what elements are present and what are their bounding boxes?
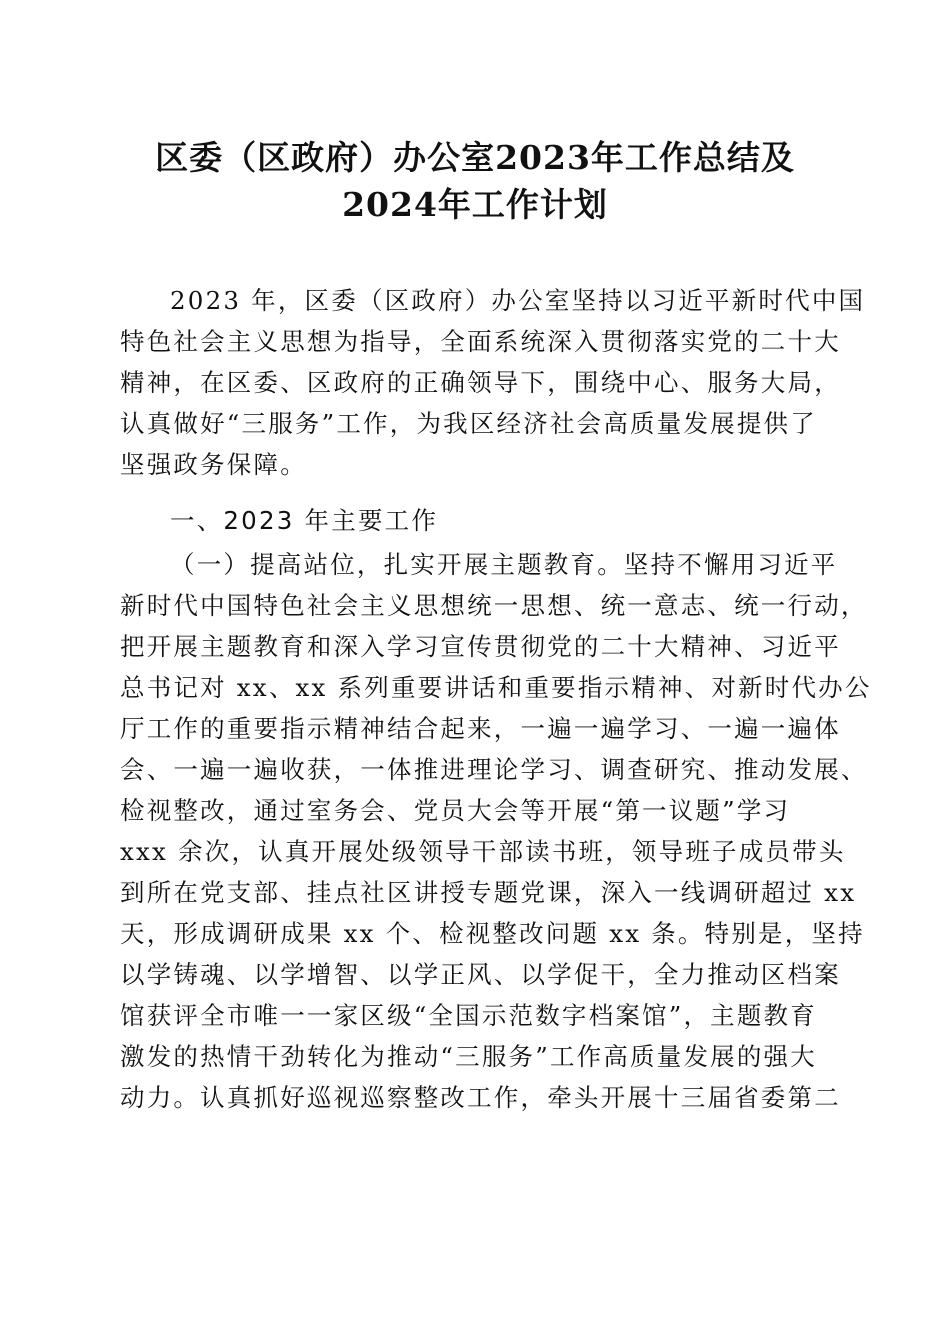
body-paragraph-line: 新时代中国特色社会主义思想统一思想、统一意志、统一行动，	[120, 591, 868, 620]
body-paragraph-line: 以学铸魂、以学增智、以学正风、以学促干，全力推动区档案	[120, 960, 841, 989]
body-paragraph-line: 检视整改，通过室务会、党员大会等开展“第一议题”学习	[120, 796, 791, 825]
intro-paragraph-line: 认真做好“三服务”工作，为我区经济社会高质量发展提供了	[120, 409, 817, 438]
intro-paragraph-line: 2023 年，区委（区政府）办公室坚持以习近平新时代中国	[170, 286, 866, 315]
body-paragraph-first-line	[170, 547, 838, 583]
document-title-line-2: 2024年工作计划	[342, 185, 608, 224]
subsection-title: （一）提高站位，扎实开展主题教育。	[170, 550, 624, 579]
intro-paragraph-line: 精神，在区委、区政府的正确领导下，围绕中心、服务大局，	[120, 368, 841, 397]
body-paragraph-line: 激发的热情干劲转化为推动“三服务”工作高质量发展的强大	[120, 1042, 817, 1071]
intro-paragraph-line: 坚强政务保障。	[120, 450, 307, 479]
intro-paragraph-line: 特色社会主义思想为指导，全面系统深入贯彻落实党的二十大	[120, 327, 841, 356]
body-paragraph-line: 厅工作的重要指示精神结合起来，一遍一遍学习、一遍一遍体	[120, 714, 841, 743]
body-text-segment: 坚持不懈用习近平	[623, 550, 838, 579]
body-paragraph-line: 天，形成调研成果 xx 个、检视整改问题 xx 条。特别是，坚持	[120, 919, 865, 948]
body-paragraph-line: 会、一遍一遍收获，一体推进理论学习、调查研究、推动发展、	[120, 755, 868, 784]
body-paragraph-line: xxx 余次，认真开展处级领导干部读书班，领导班子成员带头	[120, 837, 846, 866]
document-title-line-1: 区委（区政府）办公室2023年工作总结及	[155, 138, 795, 177]
body-paragraph-line: 把开展主题教育和深入学习宣传贯彻党的二十大精神、习近平	[120, 632, 841, 661]
body-paragraph-line: 馆获评全市唯一一家区级“全国示范数字档案馆”，主题教育	[120, 1001, 817, 1030]
body-paragraph-line: 到所在党支部、挂点社区讲授专题党课，深入一线调研超过 xx	[120, 878, 857, 907]
body-paragraph-line: 动力。认真抓好巡视巡察整改工作，牵头开展十三届省委第二	[120, 1083, 841, 1112]
section-heading: 一、2023 年主要工作	[170, 506, 439, 535]
body-paragraph-line: 总书记对 xx、xx 系列重要讲话和重要指示精神、对新时代办公	[120, 673, 872, 702]
